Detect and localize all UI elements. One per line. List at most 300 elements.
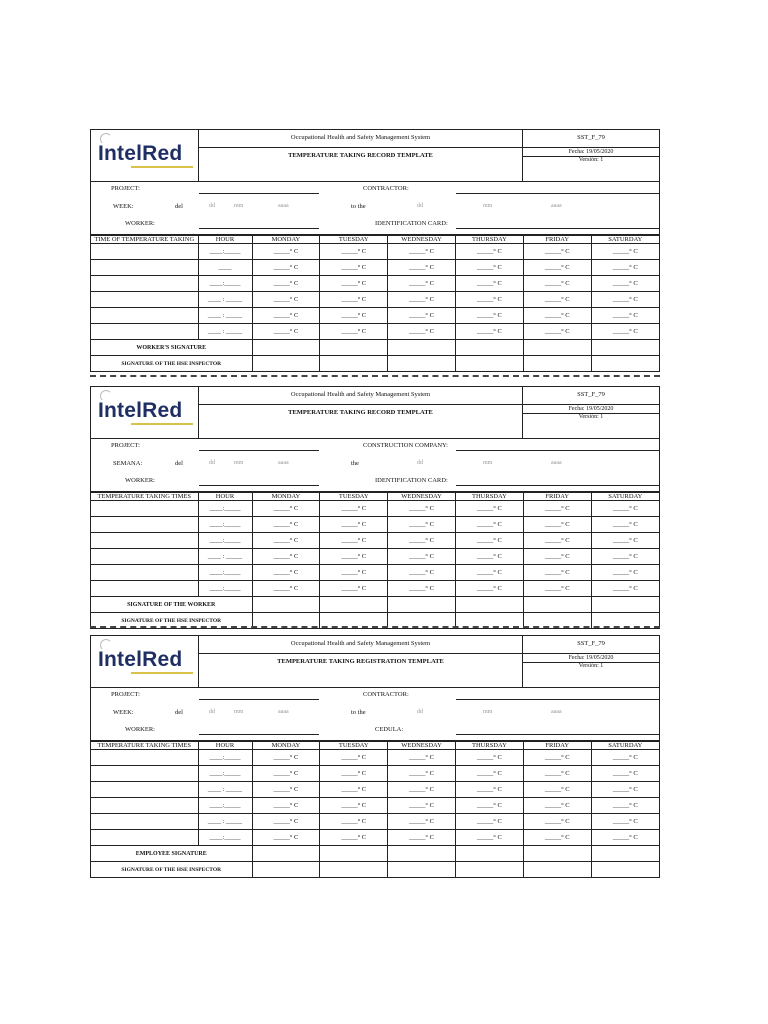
start-month-field[interactable]: mm <box>234 460 244 466</box>
temperature-cell[interactable]: _____° C <box>455 830 523 846</box>
time-cell[interactable] <box>91 292 198 308</box>
signature-cell[interactable] <box>388 356 456 372</box>
day-header: THURSDAY <box>455 236 523 244</box>
header-meta-block <box>523 387 659 438</box>
id-label: CEDULA: <box>375 726 404 733</box>
temperature-cell[interactable]: _____° C <box>252 308 320 324</box>
temperature-row <box>91 533 659 549</box>
start-year-field[interactable]: aaaa <box>278 709 289 715</box>
end-year-field[interactable]: aaaa <box>551 709 562 715</box>
temperature-cell[interactable]: _____° C <box>523 766 591 782</box>
temperature-cell[interactable]: _____° C <box>388 565 456 581</box>
form-date: Fecha: 19/05/2020 <box>568 406 614 412</box>
day-header: FRIDAY <box>523 742 591 750</box>
inspector-signature-row <box>91 356 659 372</box>
temperature-cell[interactable]: _____° C <box>523 260 591 276</box>
time-cell[interactable] <box>91 324 198 340</box>
signature-cell[interactable] <box>591 597 659 613</box>
day-header: WEDNESDAY <box>388 236 456 244</box>
time-cell[interactable] <box>91 581 198 597</box>
company-label: CONTRACTOR: <box>363 185 409 192</box>
id-field[interactable] <box>456 485 660 486</box>
time-cell[interactable] <box>91 830 198 846</box>
hour-cell[interactable]: ____ : _____ <box>198 814 252 830</box>
form-title: TEMPERATURE TAKING REGISTRATION TEMPLATE <box>277 658 444 665</box>
signature-cell[interactable] <box>252 862 320 878</box>
signature-cell[interactable] <box>252 356 320 372</box>
signature-cell[interactable] <box>591 862 659 878</box>
form-version: Versión: 1 <box>578 157 604 163</box>
temperature-cell[interactable]: _____° C <box>320 830 388 846</box>
hour-cell[interactable]: ____:_____ <box>198 565 252 581</box>
temperature-cell[interactable]: _____° C <box>455 766 523 782</box>
day-header: TUESDAY <box>320 493 388 501</box>
hour-cell[interactable]: ____ : _____ <box>198 782 252 798</box>
signature-cell[interactable] <box>388 846 456 862</box>
temperature-cell[interactable]: _____° C <box>252 750 320 766</box>
worker-field[interactable] <box>199 734 319 735</box>
start-year-field[interactable]: aaaa <box>278 203 289 209</box>
header-title-block <box>198 636 523 687</box>
temperature-cell[interactable]: _____° C <box>523 324 591 340</box>
worker-signature-label: EMPLOYEE SIGNATURE <box>91 846 252 862</box>
temperature-cell[interactable]: _____° C <box>523 830 591 846</box>
temperature-table <box>91 741 659 877</box>
inspector-signature-label: SIGNATURE OF THE HSE INSPECTOR <box>91 862 252 878</box>
temperature-cell[interactable]: _____° C <box>320 549 388 565</box>
time-cell[interactable] <box>91 750 198 766</box>
signature-cell[interactable] <box>252 846 320 862</box>
temperature-cell[interactable]: _____° C <box>320 782 388 798</box>
worker-label: WORKER: <box>125 726 155 733</box>
temperature-cell[interactable]: _____° C <box>388 814 456 830</box>
temperature-cell[interactable]: _____° C <box>591 533 659 549</box>
day-header: WEDNESDAY <box>388 493 456 501</box>
end-day-field[interactable]: dd <box>417 203 423 209</box>
temperature-cell[interactable]: _____° C <box>523 517 591 533</box>
project-field[interactable] <box>199 699 319 700</box>
time-cell[interactable] <box>91 308 198 324</box>
end-month-field[interactable]: mm <box>483 460 493 466</box>
logo-text: IntelRed <box>98 142 183 165</box>
form-title: TEMPERATURE TAKING RECORD TEMPLATE <box>288 152 433 159</box>
hour-column-header: HOUR <box>198 236 252 244</box>
temperature-cell[interactable]: _____° C <box>388 501 456 517</box>
hour-cell[interactable]: ____:_____ <box>198 244 252 260</box>
time-cell[interactable] <box>91 782 198 798</box>
logo-underline <box>131 423 193 425</box>
temperature-cell[interactable]: _____° C <box>455 501 523 517</box>
start-day-field[interactable]: dd <box>209 203 215 209</box>
temperature-cell[interactable]: _____° C <box>320 533 388 549</box>
hour-cell[interactable]: ____:_____ <box>198 517 252 533</box>
day-header: THURSDAY <box>455 742 523 750</box>
form-header <box>91 130 659 182</box>
worker-field[interactable] <box>199 485 319 486</box>
temperature-cell[interactable]: _____° C <box>320 501 388 517</box>
temperature-row <box>91 549 659 565</box>
temperature-cell[interactable]: _____° C <box>388 830 456 846</box>
hour-cell[interactable]: ____:_____ <box>198 581 252 597</box>
week-label: WEEK: <box>113 709 134 716</box>
temperature-form <box>90 635 660 878</box>
temperature-cell[interactable]: _____° C <box>388 324 456 340</box>
temperature-cell[interactable]: _____° C <box>388 766 456 782</box>
temperature-cell[interactable]: _____° C <box>523 814 591 830</box>
system-name: Occupational Health and Safety Management System <box>290 640 431 647</box>
header-title-block <box>198 387 523 438</box>
temperature-cell[interactable]: _____° C <box>388 750 456 766</box>
temperature-cell[interactable]: _____° C <box>455 308 523 324</box>
temperature-cell[interactable]: _____° C <box>523 750 591 766</box>
form-version: Versión: 1 <box>578 414 604 420</box>
temperature-cell[interactable]: _____° C <box>523 798 591 814</box>
time-cell[interactable] <box>91 533 198 549</box>
form-date: Fecha: 19/05/2020 <box>568 655 614 661</box>
day-header: MONDAY <box>252 742 320 750</box>
signature-cell[interactable] <box>523 862 591 878</box>
temperature-cell[interactable]: _____° C <box>388 798 456 814</box>
temperature-cell[interactable]: _____° C <box>591 750 659 766</box>
signature-cell[interactable] <box>591 846 659 862</box>
temperature-cell[interactable]: _____° C <box>591 244 659 260</box>
end-day-field[interactable]: dd <box>417 709 423 715</box>
temperature-cell[interactable]: _____° C <box>523 549 591 565</box>
temperature-cell[interactable]: _____° C <box>320 260 388 276</box>
temperature-cell[interactable]: _____° C <box>252 830 320 846</box>
id-label: IDENTIFICATION CARD: <box>375 220 448 227</box>
day-header: SATURDAY <box>591 742 659 750</box>
signature-cell[interactable] <box>320 597 388 613</box>
temperature-cell[interactable]: _____° C <box>455 292 523 308</box>
info-section <box>91 439 659 492</box>
end-month-field[interactable]: mm <box>483 203 493 209</box>
hour-cell[interactable]: ____ : _____ <box>198 549 252 565</box>
hour-column-header: HOUR <box>198 493 252 501</box>
header-title-block <box>198 130 523 181</box>
time-cell[interactable] <box>91 276 198 292</box>
hour-cell[interactable]: ____ : _____ <box>198 324 252 340</box>
company-label: CONSTRUCTION COMPANY: <box>363 442 448 449</box>
temperature-cell[interactable]: _____° C <box>320 276 388 292</box>
temperature-table <box>91 235 659 371</box>
temperature-cell[interactable]: _____° C <box>320 244 388 260</box>
signature-cell[interactable] <box>523 356 591 372</box>
temperature-row <box>91 276 659 292</box>
day-header: MONDAY <box>252 236 320 244</box>
temperature-cell[interactable]: _____° C <box>388 533 456 549</box>
time-cell[interactable] <box>91 260 198 276</box>
day-header: MONDAY <box>252 493 320 501</box>
temperature-cell[interactable]: _____° C <box>591 581 659 597</box>
temperature-cell[interactable]: _____° C <box>523 308 591 324</box>
temperature-cell[interactable]: _____° C <box>320 814 388 830</box>
info-section <box>91 182 659 235</box>
signature-cell[interactable] <box>388 340 456 356</box>
temperature-cell[interactable]: _____° C <box>252 766 320 782</box>
temperature-row <box>91 830 659 846</box>
worker-signature-label: WORKER'S SIGNATURE <box>91 340 252 356</box>
end-day-field[interactable]: dd <box>417 460 423 466</box>
form-code: SST_F_79 <box>577 391 605 398</box>
time-cell[interactable] <box>91 814 198 830</box>
temperature-table <box>91 492 659 628</box>
week-label: WEEK: <box>113 203 134 210</box>
signature-cell[interactable] <box>388 597 456 613</box>
temperature-cell[interactable]: _____° C <box>320 581 388 597</box>
table-header-row <box>91 493 659 501</box>
temperature-cell[interactable]: _____° C <box>591 517 659 533</box>
temperature-cell[interactable]: _____° C <box>591 782 659 798</box>
temperature-cell[interactable]: _____° C <box>252 549 320 565</box>
temperature-row <box>91 565 659 581</box>
day-header: TUESDAY <box>320 742 388 750</box>
temperature-cell[interactable]: _____° C <box>252 565 320 581</box>
day-header: FRIDAY <box>523 493 591 501</box>
intelred-logo <box>91 636 198 687</box>
time-cell[interactable] <box>91 798 198 814</box>
intelred-logo <box>91 387 198 438</box>
temperature-cell[interactable]: _____° C <box>252 533 320 549</box>
cut-line <box>90 626 660 628</box>
temperature-cell[interactable]: _____° C <box>320 750 388 766</box>
hour-cell[interactable]: ____:_____ <box>198 276 252 292</box>
temperature-row <box>91 766 659 782</box>
temperature-cell[interactable]: _____° C <box>388 308 456 324</box>
day-header: SATURDAY <box>591 493 659 501</box>
id-field[interactable] <box>456 734 660 735</box>
company-field[interactable] <box>456 450 660 451</box>
temperature-cell[interactable]: _____° C <box>591 814 659 830</box>
time-cell[interactable] <box>91 501 198 517</box>
worker-label: WORKER: <box>125 220 155 227</box>
hour-cell[interactable]: ____ <box>198 260 252 276</box>
hour-cell[interactable]: ____:_____ <box>198 750 252 766</box>
signature-cell[interactable] <box>591 356 659 372</box>
logo-underline <box>131 166 193 168</box>
temperature-cell[interactable]: _____° C <box>455 581 523 597</box>
temperature-cell[interactable]: _____° C <box>252 501 320 517</box>
system-name: Occupational Health and Safety Management System <box>290 134 431 141</box>
temperature-cell[interactable]: _____° C <box>591 830 659 846</box>
temperature-cell[interactable]: _____° C <box>523 533 591 549</box>
table-header-row <box>91 236 659 244</box>
temperature-cell[interactable]: _____° C <box>320 292 388 308</box>
logo-text: IntelRed <box>98 648 183 671</box>
day-header: THURSDAY <box>455 493 523 501</box>
time-cell[interactable] <box>91 549 198 565</box>
company-field[interactable] <box>456 193 660 194</box>
temperature-cell[interactable]: _____° C <box>455 782 523 798</box>
id-field[interactable] <box>456 228 660 229</box>
start-day-field[interactable]: dd <box>209 709 215 715</box>
day-header: SATURDAY <box>591 236 659 244</box>
temperature-cell[interactable]: _____° C <box>591 766 659 782</box>
project-label: PROJECT: <box>111 442 140 449</box>
logo-text: IntelRed <box>98 399 183 422</box>
temperature-cell[interactable]: _____° C <box>591 565 659 581</box>
project-field[interactable] <box>199 193 319 194</box>
temperature-cell[interactable]: _____° C <box>388 581 456 597</box>
hour-cell[interactable]: ____:_____ <box>198 798 252 814</box>
header-meta-block <box>523 636 659 687</box>
hour-cell[interactable]: ____ : _____ <box>198 292 252 308</box>
system-name: Occupational Health and Safety Management System <box>290 391 431 398</box>
end-year-field[interactable]: aaaa <box>551 460 562 466</box>
signature-cell[interactable] <box>388 862 456 878</box>
temperature-cell[interactable]: _____° C <box>523 782 591 798</box>
signature-cell[interactable] <box>455 862 523 878</box>
temperature-cell[interactable]: _____° C <box>591 798 659 814</box>
temperature-cell[interactable]: _____° C <box>455 533 523 549</box>
signature-cell[interactable] <box>523 846 591 862</box>
temperature-cell[interactable]: _____° C <box>320 766 388 782</box>
time-cell[interactable] <box>91 517 198 533</box>
hour-cell[interactable]: ____:_____ <box>198 501 252 517</box>
form-date: Fecha: 19/05/2020 <box>568 149 614 155</box>
temperature-cell[interactable]: _____° C <box>252 581 320 597</box>
signature-cell[interactable] <box>320 356 388 372</box>
temperature-row <box>91 814 659 830</box>
temperature-cell[interactable]: _____° C <box>523 244 591 260</box>
temperature-cell[interactable]: _____° C <box>455 750 523 766</box>
intelred-logo <box>91 130 198 181</box>
temperature-cell[interactable]: _____° C <box>320 324 388 340</box>
temperature-cell[interactable]: _____° C <box>455 565 523 581</box>
temperature-row <box>91 260 659 276</box>
end-month-field[interactable]: mm <box>483 709 493 715</box>
temperature-cell[interactable]: _____° C <box>455 276 523 292</box>
temperature-cell[interactable]: _____° C <box>252 814 320 830</box>
worker-signature-label: SIGNATURE OF THE WORKER <box>91 597 252 613</box>
temperature-cell[interactable]: _____° C <box>523 581 591 597</box>
temperature-cell[interactable]: _____° C <box>455 324 523 340</box>
signature-cell[interactable] <box>523 340 591 356</box>
temperature-cell[interactable]: _____° C <box>523 501 591 517</box>
end-year-field[interactable]: aaaa <box>551 203 562 209</box>
worker-field[interactable] <box>199 228 319 229</box>
temperature-cell[interactable]: _____° C <box>455 244 523 260</box>
temperature-cell[interactable]: _____° C <box>388 292 456 308</box>
temperature-cell[interactable]: _____° C <box>455 260 523 276</box>
project-label: PROJECT: <box>111 691 140 698</box>
temperature-cell[interactable]: _____° C <box>591 324 659 340</box>
start-month-field[interactable]: mm <box>234 709 244 715</box>
form-header <box>91 387 659 439</box>
temperature-cell[interactable]: _____° C <box>388 244 456 260</box>
company-label: CONTRACTOR: <box>363 691 409 698</box>
signature-cell[interactable] <box>320 340 388 356</box>
hour-cell[interactable]: ____ : _____ <box>198 308 252 324</box>
temperature-cell[interactable]: _____° C <box>591 276 659 292</box>
signature-cell[interactable] <box>523 597 591 613</box>
temperature-row <box>91 517 659 533</box>
signature-cell[interactable] <box>320 862 388 878</box>
signature-cell[interactable] <box>252 340 320 356</box>
temperature-cell[interactable]: _____° C <box>591 260 659 276</box>
time-column-header: TEMPERATURE TAKING TIMES <box>91 493 198 501</box>
temperature-cell[interactable]: _____° C <box>523 276 591 292</box>
company-field[interactable] <box>456 699 660 700</box>
week-label: SEMANA: <box>113 460 143 467</box>
signature-cell[interactable] <box>455 340 523 356</box>
project-label: PROJECT: <box>111 185 140 192</box>
logo-underline <box>131 672 193 674</box>
temperature-cell[interactable]: _____° C <box>252 324 320 340</box>
temperature-cell[interactable]: _____° C <box>523 292 591 308</box>
temperature-cell[interactable]: _____° C <box>252 292 320 308</box>
del-label: del <box>175 709 183 716</box>
temperature-cell[interactable]: _____° C <box>591 308 659 324</box>
temperature-cell[interactable]: _____° C <box>388 276 456 292</box>
temperature-cell[interactable]: _____° C <box>388 549 456 565</box>
temperature-cell[interactable]: _____° C <box>455 798 523 814</box>
hour-column-header: HOUR <box>198 742 252 750</box>
signature-cell[interactable] <box>455 597 523 613</box>
temperature-cell[interactable]: _____° C <box>252 798 320 814</box>
signature-cell[interactable] <box>455 846 523 862</box>
temperature-cell[interactable]: _____° C <box>252 244 320 260</box>
form-code: SST_F_79 <box>577 134 605 141</box>
temperature-row <box>91 292 659 308</box>
hour-cell[interactable]: ____:_____ <box>198 533 252 549</box>
time-column-header: TIME OF TEMPERATURE TAKING <box>91 236 198 244</box>
temperature-cell[interactable]: _____° C <box>455 549 523 565</box>
start-day-field[interactable]: dd <box>209 460 215 466</box>
temperature-cell[interactable]: _____° C <box>320 798 388 814</box>
start-month-field[interactable]: mm <box>234 203 244 209</box>
del-label: del <box>175 460 183 467</box>
temperature-cell[interactable]: _____° C <box>388 782 456 798</box>
temperature-cell[interactable]: _____° C <box>591 501 659 517</box>
temperature-cell[interactable]: _____° C <box>252 782 320 798</box>
temperature-cell[interactable]: _____° C <box>455 517 523 533</box>
worker-label: WORKER: <box>125 477 155 484</box>
temperature-cell[interactable]: _____° C <box>320 565 388 581</box>
signature-cell[interactable] <box>455 356 523 372</box>
temperature-form <box>90 129 660 372</box>
signature-cell[interactable] <box>252 597 320 613</box>
hour-cell[interactable]: ____:_____ <box>198 766 252 782</box>
temperature-cell[interactable]: _____° C <box>252 276 320 292</box>
temperature-cell[interactable]: _____° C <box>388 260 456 276</box>
start-year-field[interactable]: aaaa <box>278 460 289 466</box>
inspector-signature-row <box>91 862 659 878</box>
project-field[interactable] <box>199 450 319 451</box>
time-cell[interactable] <box>91 244 198 260</box>
signature-cell[interactable] <box>591 340 659 356</box>
temperature-form <box>90 386 660 629</box>
temperature-cell[interactable]: _____° C <box>591 549 659 565</box>
header-meta-block <box>523 130 659 181</box>
temperature-cell[interactable]: _____° C <box>320 308 388 324</box>
signature-cell[interactable] <box>320 846 388 862</box>
temperature-row <box>91 581 659 597</box>
temperature-cell[interactable]: _____° C <box>523 565 591 581</box>
inspector-signature-label: SIGNATURE OF THE HSE INSPECTOR <box>91 613 252 629</box>
hour-cell[interactable]: ____:_____ <box>198 830 252 846</box>
time-cell[interactable] <box>91 565 198 581</box>
temperature-cell[interactable]: _____° C <box>320 517 388 533</box>
worker-signature-row <box>91 597 659 613</box>
temperature-cell[interactable]: _____° C <box>591 292 659 308</box>
time-cell[interactable] <box>91 766 198 782</box>
temperature-cell[interactable]: _____° C <box>455 814 523 830</box>
temperature-cell[interactable]: _____° C <box>252 517 320 533</box>
temperature-cell[interactable]: _____° C <box>252 260 320 276</box>
temperature-cell[interactable]: _____° C <box>388 517 456 533</box>
inspector-signature-label: SIGNATURE OF THE HSE INSPECTOR <box>91 356 252 372</box>
